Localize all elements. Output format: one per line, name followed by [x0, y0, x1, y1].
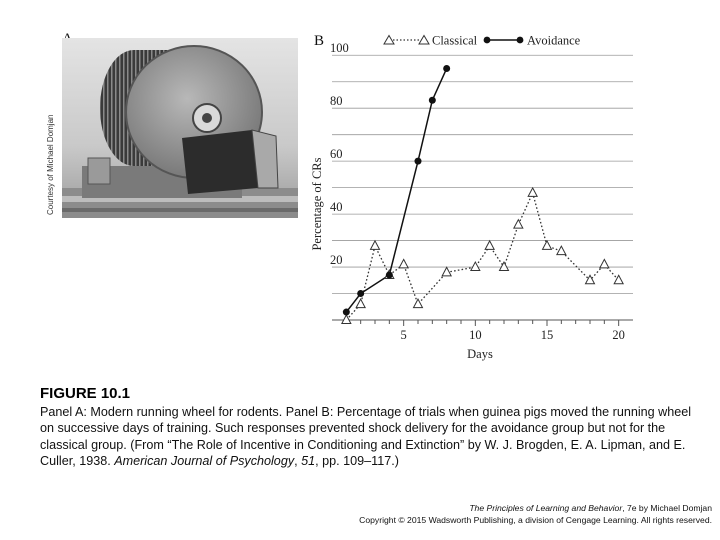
point-classical-day-13 — [514, 220, 523, 229]
photo-credit: Courtesy of Michael Domjan — [46, 114, 55, 215]
y-axis-label: Percentage of CRs — [310, 157, 324, 251]
point-avoidance-day-1 — [343, 309, 350, 316]
legend-avoidance-marker-right — [517, 37, 524, 44]
chart-series-markers — [342, 65, 623, 324]
x-tick-label-20: 20 — [612, 328, 625, 342]
point-avoidance-day-2 — [357, 290, 364, 297]
caption-main: Panel A: Modern running wheel for rodents. Panel B: Percentage of trials when guinea pigs moved the running wheel on successive days of training. Such responses prevented shock delivery for the avoidance group but not for the classical group. (From “The Role of Incentive in Conditioning and Extinction” by W. J. Brogden, E. A. Lipman, and E. Culler, 1938. — [40, 405, 692, 469]
legend-avoidance-label: Avoidance — [527, 33, 581, 48]
footer-book-line — [469, 503, 712, 513]
y-tick-label-100: 100 — [330, 41, 349, 56]
point-classical-day-5 — [399, 259, 408, 268]
footer-copyright: Copyright © 2015 Wadsworth Publishing, a division of Cengage Learning. All rights reserved. — [359, 515, 712, 525]
running-wheel-photo — [62, 38, 298, 218]
point-avoidance-day-4 — [386, 271, 393, 278]
caption-pages: , pp. 109–117.) — [315, 454, 399, 469]
figure-caption — [40, 404, 700, 470]
panel-b-label: B — [314, 33, 325, 49]
caption-journal: American Journal of Psychology — [114, 454, 295, 469]
legend-classical-marker-left — [384, 36, 394, 45]
point-classical-day-12 — [500, 262, 509, 271]
chart-tick-labels — [330, 41, 625, 342]
running-wheel-illustration — [62, 38, 298, 218]
x-axis-label: Days — [467, 347, 493, 361]
y-tick-label-80: 80 — [330, 94, 343, 109]
point-avoidance-day-6 — [415, 158, 422, 165]
point-avoidance-day-7 — [429, 97, 436, 104]
footer-edition-author: , 7e by Michael Domjan — [622, 503, 712, 513]
point-avoidance-day-8 — [443, 65, 450, 72]
y-tick-label-20: 20 — [330, 253, 343, 268]
chart-legend — [384, 34, 581, 48]
series-line-avoidance — [346, 68, 446, 312]
legend-classical-marker-right — [419, 36, 429, 45]
x-tick-label-10: 10 — [469, 328, 482, 342]
x-tick-label-15: 15 — [540, 328, 554, 342]
footer-book-title: The Principles of Learning and Behavior — [469, 503, 623, 513]
chart-series-lines — [346, 68, 618, 320]
y-tick-label-60: 60 — [330, 147, 343, 162]
point-classical-day-2 — [356, 299, 365, 308]
legend-classical-label: Classical — [432, 33, 478, 48]
x-tick-label-5: 5 — [400, 328, 407, 342]
point-classical-day-8 — [442, 267, 451, 276]
point-classical-day-10 — [471, 262, 480, 271]
caption-volume: 51 — [301, 454, 316, 469]
figure-title: FIGURE 10.1 — [40, 385, 131, 402]
legend-avoidance-marker-left — [484, 37, 491, 44]
chart-gridlines — [332, 55, 633, 293]
chart-axes — [332, 320, 633, 326]
series-line-classical — [346, 193, 618, 320]
y-tick-label-40: 40 — [330, 200, 343, 215]
percentage-of-crs-chart — [300, 28, 645, 365]
point-classical-day-19 — [600, 259, 609, 268]
point-classical-day-14 — [528, 188, 537, 197]
point-classical-day-16 — [557, 246, 566, 255]
point-classical-day-15 — [543, 241, 552, 250]
point-classical-day-11 — [485, 241, 494, 250]
caption-separator: , — [294, 454, 302, 469]
point-classical-day-3 — [371, 241, 380, 250]
